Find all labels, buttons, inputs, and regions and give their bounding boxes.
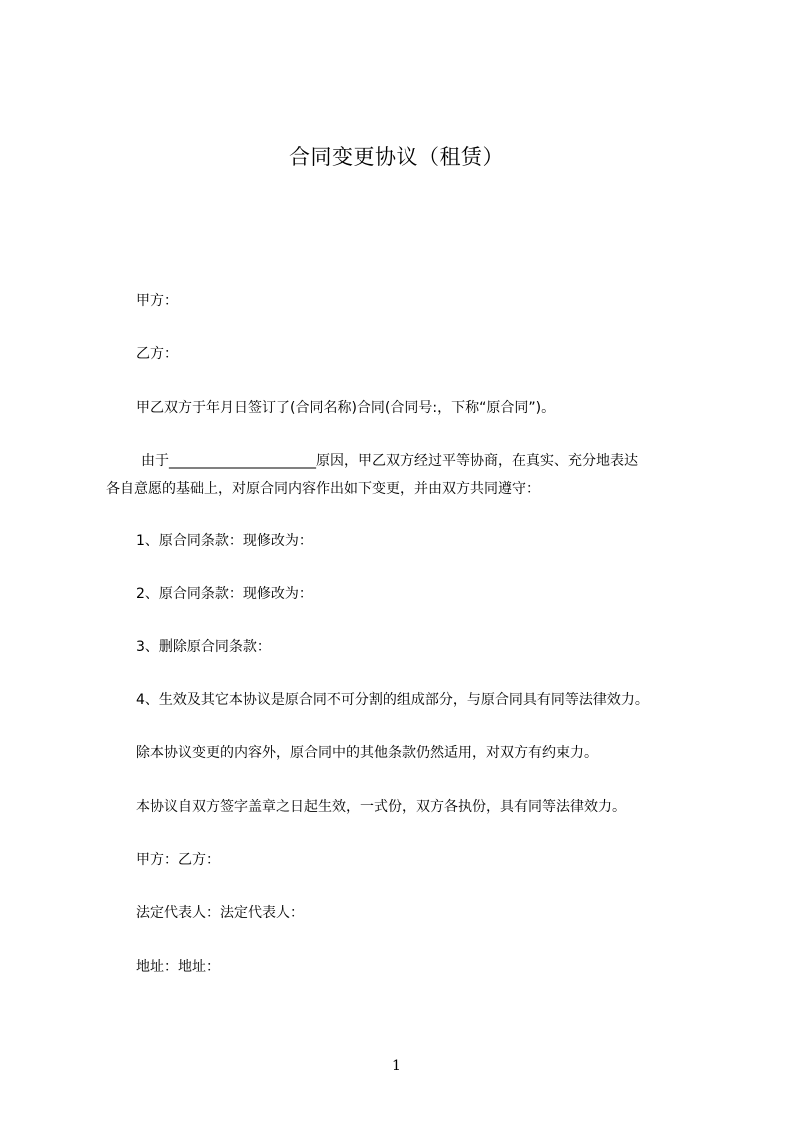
- reason-paragraph-line-1: 由于_____________________原因，甲乙双方经过平等协商，在真实、充分地表达: [141, 453, 638, 469]
- recital-paragraph: 甲乙双方于年月日签订了(合同名称)合同(合同号:，下称“原合同”)。: [136, 400, 556, 416]
- legal-representatives: 法定代表人：法定代表人：: [136, 905, 304, 921]
- document-title: 合同变更协议（租赁）: [289, 145, 504, 169]
- page-number: 1: [392, 1058, 401, 1074]
- signature-parties: 甲方：乙方：: [136, 852, 220, 868]
- clause-1: 1、原合同条款：现修改为：: [136, 533, 313, 549]
- remaining-terms-paragraph: 除本协议变更的内容外，原合同中的其他条款仍然适用，对双方有约束力。: [136, 745, 598, 761]
- party-a-label: 甲方：: [136, 293, 178, 309]
- addresses: 地址：地址：: [136, 959, 220, 975]
- clause-3: 3、删除原合同条款：: [136, 639, 271, 655]
- party-b-label: 乙方：: [136, 346, 178, 362]
- clause-4: 4、生效及其它本协议是原合同不可分割的组成部分，与原合同具有同等法律效力。: [136, 692, 649, 708]
- effectiveness-paragraph: 本协议自双方签字盖章之日起生效，一式份，双方各执份，具有同等法律效力。: [136, 799, 626, 815]
- reason-paragraph-line-2: 各自意愿的基础上，对原合同内容作出如下变更，并由双方共同遵守：: [106, 481, 540, 497]
- clause-2: 2、原合同条款：现修改为：: [136, 586, 313, 602]
